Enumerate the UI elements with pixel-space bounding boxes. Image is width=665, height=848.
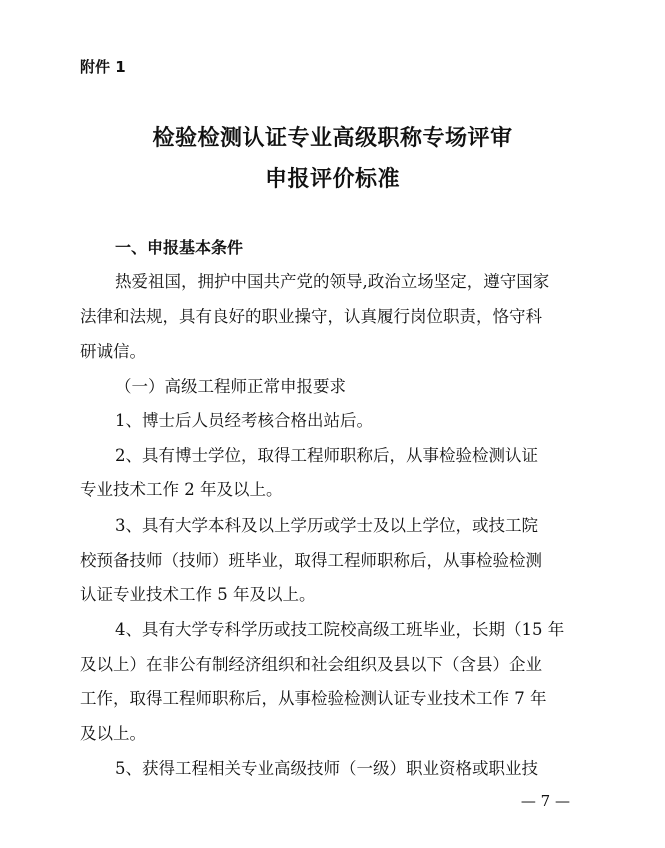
paragraph-line: 工作，取得工程师职称后，从事检验检测认证专业技术工作 7 年	[80, 689, 547, 708]
paragraph-line: 专业技术工作 2 年及以上。	[80, 480, 283, 499]
page-number	[0, 792, 665, 810]
paragraph-line: 热爱祖国，拥护中国共产党的领导,政治立场坚定，遵守国家	[115, 272, 550, 291]
document-title-line-1: 检验检测认证专业高级职称专场评审	[152, 126, 513, 151]
paragraph-line: 法律和法规，具有良好的职业操守，认真履行岗位职责，恪守科	[80, 307, 542, 326]
attachment-label: 附件 1	[80, 58, 126, 76]
paragraph-line: 5、获得工程相关专业高级技师（一级）职业资格或职业技	[115, 759, 538, 778]
paragraph-line: 校预备技师（技师）班毕业，取得工程师职称后，从事检验检测	[80, 551, 542, 570]
page-number-text: — 7 —	[520, 792, 570, 810]
paragraph-line: 1、博士后人员经考核合格出站后。	[115, 411, 373, 430]
subsection-heading: （一）高级工程师正常申报要求	[115, 377, 346, 396]
paragraph-line: 2、具有博士学位，取得工程师职称后，从事检验检测认证	[115, 446, 538, 465]
paragraph-line: 及以上）在非公有制经济组织和社会组织及县以下（含县）企业	[80, 655, 542, 674]
section-heading: 一、申报基本条件	[115, 238, 244, 257]
paragraph-line: 4、具有大学专科学历或技工院校高级工班毕业，长期（15 年	[115, 620, 565, 639]
paragraph-line: 及以上。	[80, 724, 146, 743]
document-title-line-2: 申报评价标准	[264, 167, 400, 192]
paragraph-line: 3、具有大学本科及以上学历或学士及以上学位，或技工院	[115, 516, 538, 535]
paragraph-line: 研诚信。	[80, 342, 146, 361]
paragraph-line: 认证专业技术工作 5 年及以上。	[80, 585, 316, 604]
